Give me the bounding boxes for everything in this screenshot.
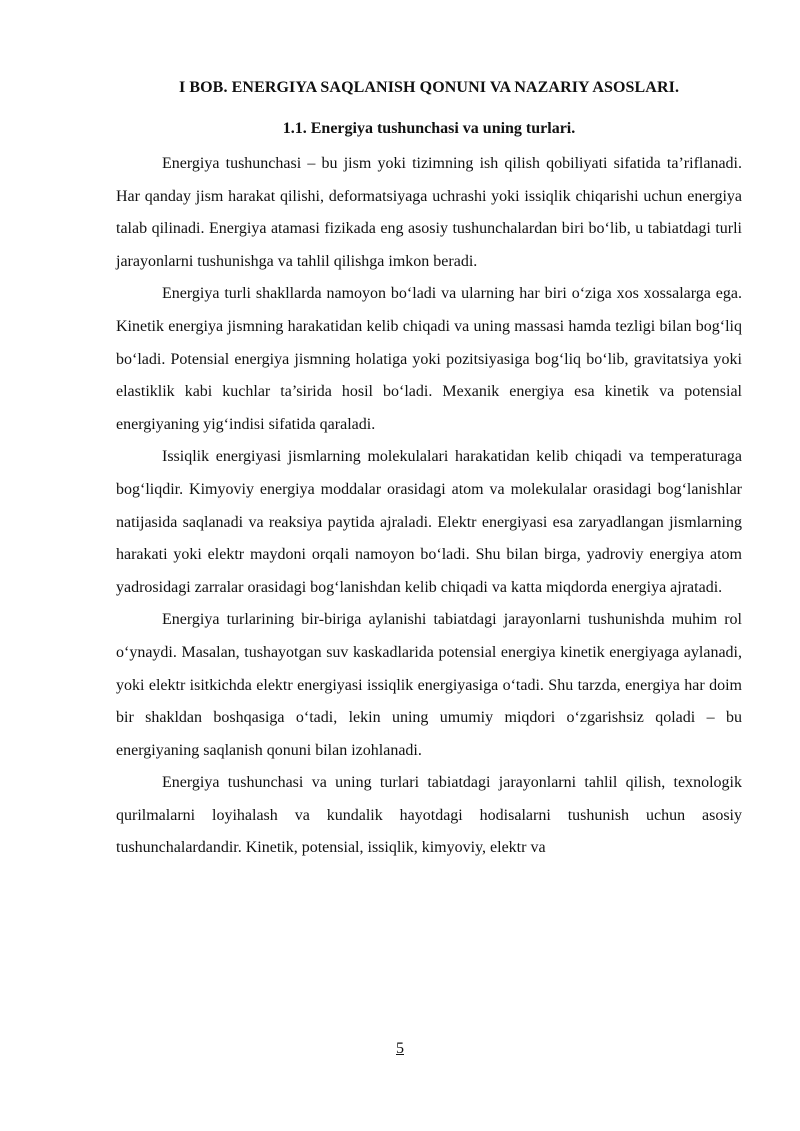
paragraph-3: Issiqlik energiyasi jismlarning molekulalari harakatidan kelib chiqadi va temperaturaga bog‘liqdir. Kimyoviy energiya moddalar orasidagi atom va molekulalar orasidagi bog‘lanishlar natijasida saqlanadi va reaksiya paytida ajraladi. Elektr energiyasi esa zaryadlangan jismlarning harakati yoki elektr maydoni orqali namoyon bo‘ladi. Shu bilan birga, yadroviy energiya atom yadrosidagi zarralar orasidagi bog‘lanishdan kelib chiqadi va katta miqdorda energiya ajratadi. xyxy=(116,448,742,596)
paragraph-1: Energiya tushunchasi – bu jism yoki tizimning ish qilish qobiliyati sifatida ta’riflanadi. Har qanday jism harakat qilishi, deformatsiyaga uchrashi yoki issiqlik chiqarishi uchun energiya talab qilinadi. Energiya atamasi fizikada eng asosiy tushunchalardan biri bo‘lib, u tabiatdagi turli jarayonlarni tushunishga va tahlil qilishga imkon beradi. xyxy=(116,155,742,270)
section-title: 1.1. Energiya tushunchasi va uning turlari. xyxy=(282,120,576,137)
chapter-title: I BOB. ENERGIYA SAQLANISH QONUNI VA NAZARIY ASOSLARI. xyxy=(178,79,680,96)
paragraph-4: Energiya turlarining bir-biriga aylanishi tabiatdagi jarayonlarni tushunishda muhim rol o‘ynaydi. Masalan, tushayotgan suv kaskadlarida potensial energiya kinetik energiyaga aylanadi, yoki elektr isitkichda elektr energiyasi issiqlik energiyasiga o‘tadi. Shu tarzda, energiya har doim bir shakldan boshqasiga o‘tadi, lekin uning umumiy miqdori o‘zgarishsiz qoladi – bu energiyaning saqlanish qonuni bilan izohlanadi. xyxy=(116,611,742,759)
page-number: 5 xyxy=(396,1040,404,1057)
paragraph-5: Energiya tushunchasi va uning turlari tabiatdagi jarayonlarni tahlil qilish, texnologik qurilmalarni loyihalash va kundalik hayotdagi hodisalarni tushunish uchun asosiy tushunchalardandir. Kinetik, potensial, issiqlik, kimyoviy, elektr va xyxy=(116,774,742,857)
page-content xyxy=(116,72,742,865)
paragraph-2: Energiya turli shakllarda namoyon bo‘ladi va ularning har biri o‘ziga xos xossalarga ega. Kinetik energiya jismning harakatidan kelib chiqadi va uning massasi hamda tezligi bilan bog‘liq bo‘ladi. Potensial energiya jismning holatiga yoki pozitsiyasiga bog‘liq bo‘lib, gravitatsiya yoki elastiklik kabi kuchlar ta’sirida hosil bo‘ladi. Mexanik energiya esa kinetik va potensial energiyaning yig‘indisi sifatida qaraladi. xyxy=(116,285,742,433)
